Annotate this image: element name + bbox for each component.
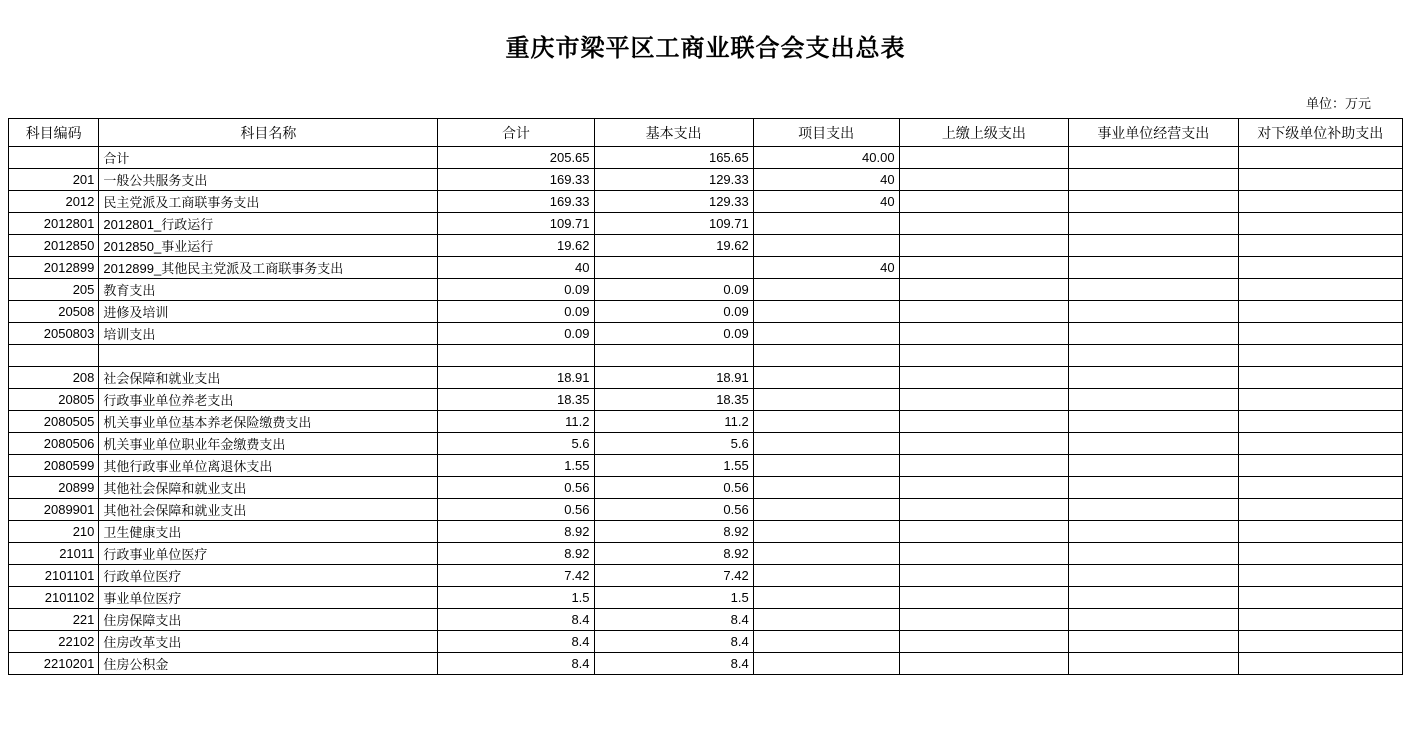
cell-basic-expenditure: 18.91 (594, 367, 753, 389)
cell-code (9, 147, 99, 169)
cell-subsidy-expenditure (1238, 631, 1402, 653)
cell-upper-level-expenditure (899, 609, 1068, 631)
table-row (9, 169, 1403, 191)
cell-subject-name: 其他社会保障和就业支出 (99, 477, 438, 499)
cell-subsidy-expenditure (1238, 367, 1402, 389)
cell-code: 2101101 (9, 565, 99, 587)
cell-code: 2080506 (9, 433, 99, 455)
cell-code: 2012 (9, 191, 99, 213)
cell-subsidy-expenditure (1238, 279, 1402, 301)
cell-total: 5.6 (438, 433, 594, 455)
cell-project-expenditure: 40 (753, 257, 899, 279)
cell-upper-level-expenditure (899, 543, 1068, 565)
cell-subsidy-expenditure (1238, 323, 1402, 345)
table-body (9, 147, 1403, 675)
cell-subject-name: 一般公共服务支出 (99, 169, 438, 191)
cell-total: 8.92 (438, 543, 594, 565)
cell-code: 208 (9, 367, 99, 389)
cell-total: 7.42 (438, 565, 594, 587)
cell-code: 22102 (9, 631, 99, 653)
cell-subsidy-expenditure (1238, 301, 1402, 323)
cell-business-expenditure (1069, 301, 1238, 323)
cell-basic-expenditure: 1.55 (594, 455, 753, 477)
cell-subject-name: 事业单位医疗 (99, 587, 438, 609)
cell-code: 2101102 (9, 587, 99, 609)
cell-subject-name: 住房改革支出 (99, 631, 438, 653)
cell-subject-name: 其他行政事业单位离退休支出 (99, 455, 438, 477)
cell-basic-expenditure: 8.92 (594, 521, 753, 543)
cell-total: 8.92 (438, 521, 594, 543)
table-row (9, 301, 1403, 323)
cell-subsidy-expenditure (1238, 345, 1402, 367)
cell-subsidy-expenditure (1238, 411, 1402, 433)
cell-basic-expenditure (594, 345, 753, 367)
unit-label: 单位：万元 (1305, 96, 1371, 111)
cell-subsidy-expenditure (1238, 587, 1402, 609)
cell-basic-expenditure: 8.4 (594, 631, 753, 653)
cell-upper-level-expenditure (899, 477, 1068, 499)
cell-business-expenditure (1069, 213, 1238, 235)
cell-subject-name: 2012850_事业运行 (99, 235, 438, 257)
cell-business-expenditure (1069, 521, 1238, 543)
cell-subject-name: 行政单位医疗 (99, 565, 438, 587)
cell-project-expenditure (753, 345, 899, 367)
cell-basic-expenditure: 5.6 (594, 433, 753, 455)
cell-subject-name: 社会保障和就业支出 (99, 367, 438, 389)
cell-code: 2050803 (9, 323, 99, 345)
table-row (9, 367, 1403, 389)
table-row (9, 345, 1403, 367)
cell-business-expenditure (1069, 631, 1238, 653)
cell-business-expenditure (1069, 455, 1238, 477)
cell-business-expenditure (1069, 279, 1238, 301)
cell-project-expenditure (753, 213, 899, 235)
cell-total: 169.33 (438, 191, 594, 213)
cell-upper-level-expenditure (899, 565, 1068, 587)
cell-total: 169.33 (438, 169, 594, 191)
cell-total: 8.4 (438, 609, 594, 631)
cell-basic-expenditure: 8.4 (594, 653, 753, 675)
cell-subject-name: 培训支出 (99, 323, 438, 345)
cell-total: 1.5 (438, 587, 594, 609)
cell-subsidy-expenditure (1238, 213, 1402, 235)
column-header-name: 科目名称 (99, 119, 438, 147)
cell-upper-level-expenditure (899, 587, 1068, 609)
table-header-row (9, 119, 1403, 147)
cell-project-expenditure: 40 (753, 169, 899, 191)
cell-business-expenditure (1069, 587, 1238, 609)
table-row (9, 477, 1403, 499)
column-header-basic: 基本支出 (594, 119, 753, 147)
table-row (9, 389, 1403, 411)
cell-subsidy-expenditure (1238, 257, 1402, 279)
cell-total: 11.2 (438, 411, 594, 433)
cell-project-expenditure (753, 323, 899, 345)
cell-business-expenditure (1069, 257, 1238, 279)
table-row (9, 433, 1403, 455)
cell-basic-expenditure: 0.09 (594, 301, 753, 323)
cell-subsidy-expenditure (1238, 147, 1402, 169)
column-header-code: 科目编码 (9, 119, 99, 147)
cell-upper-level-expenditure (899, 411, 1068, 433)
cell-upper-level-expenditure (899, 455, 1068, 477)
cell-project-expenditure (753, 279, 899, 301)
cell-subsidy-expenditure (1238, 191, 1402, 213)
cell-total: 0.56 (438, 499, 594, 521)
page-title: 重庆市梁平区工商业联合会支出总表 (505, 34, 906, 62)
cell-subject-name: 其他社会保障和就业支出 (99, 499, 438, 521)
cell-upper-level-expenditure (899, 213, 1068, 235)
table-row (9, 147, 1403, 169)
cell-subsidy-expenditure (1238, 653, 1402, 675)
cell-subject-name: 机关事业单位职业年金缴费支出 (99, 433, 438, 455)
cell-code: 2012850 (9, 235, 99, 257)
cell-upper-level-expenditure (899, 147, 1068, 169)
table-row (9, 653, 1403, 675)
cell-total: 8.4 (438, 631, 594, 653)
cell-project-expenditure: 40.00 (753, 147, 899, 169)
cell-subsidy-expenditure (1238, 169, 1402, 191)
table-row (9, 411, 1403, 433)
table-row (9, 191, 1403, 213)
cell-project-expenditure: 40 (753, 191, 899, 213)
cell-subsidy-expenditure (1238, 477, 1402, 499)
cell-subsidy-expenditure (1238, 565, 1402, 587)
cell-business-expenditure (1069, 477, 1238, 499)
cell-project-expenditure (753, 433, 899, 455)
column-header-business: 事业单位经营支出 (1069, 119, 1238, 147)
cell-upper-level-expenditure (899, 653, 1068, 675)
cell-subject-name: 合计 (99, 147, 438, 169)
cell-business-expenditure (1069, 433, 1238, 455)
cell-subsidy-expenditure (1238, 543, 1402, 565)
cell-code: 21011 (9, 543, 99, 565)
column-header-subsidy: 对下级单位补助支出 (1238, 119, 1402, 147)
cell-project-expenditure (753, 411, 899, 433)
cell-subject-name: 行政事业单位养老支出 (99, 389, 438, 411)
cell-upper-level-expenditure (899, 631, 1068, 653)
cell-subject-name: 住房公积金 (99, 653, 438, 675)
cell-project-expenditure (753, 499, 899, 521)
cell-project-expenditure (753, 653, 899, 675)
table-row (9, 455, 1403, 477)
cell-code: 2012801 (9, 213, 99, 235)
cell-upper-level-expenditure (899, 367, 1068, 389)
column-header-upper: 上缴上级支出 (899, 119, 1068, 147)
cell-code: 221 (9, 609, 99, 631)
cell-total: 19.62 (438, 235, 594, 257)
cell-total: 18.91 (438, 367, 594, 389)
cell-subject-name: 进修及培训 (99, 301, 438, 323)
cell-basic-expenditure: 8.4 (594, 609, 753, 631)
cell-business-expenditure (1069, 235, 1238, 257)
cell-basic-expenditure: 18.35 (594, 389, 753, 411)
cell-total: 0.56 (438, 477, 594, 499)
cell-project-expenditure (753, 455, 899, 477)
cell-subsidy-expenditure (1238, 235, 1402, 257)
cell-subject-name: 2012801_行政运行 (99, 213, 438, 235)
cell-subject-name: 行政事业单位医疗 (99, 543, 438, 565)
cell-code (9, 345, 99, 367)
cell-basic-expenditure: 165.65 (594, 147, 753, 169)
cell-code: 20899 (9, 477, 99, 499)
cell-upper-level-expenditure (899, 499, 1068, 521)
column-header-total: 合计 (438, 119, 594, 147)
cell-basic-expenditure: 129.33 (594, 169, 753, 191)
cell-subsidy-expenditure (1238, 433, 1402, 455)
cell-subsidy-expenditure (1238, 609, 1402, 631)
cell-subject-name: 2012899_其他民主党派及工商联事务支出 (99, 257, 438, 279)
cell-basic-expenditure: 1.5 (594, 587, 753, 609)
table-row (9, 235, 1403, 257)
cell-project-expenditure (753, 521, 899, 543)
cell-business-expenditure (1069, 499, 1238, 521)
column-header-project: 项目支出 (753, 119, 899, 147)
cell-code: 2080505 (9, 411, 99, 433)
cell-subject-name: 民主党派及工商联事务支出 (99, 191, 438, 213)
cell-business-expenditure (1069, 367, 1238, 389)
table-row (9, 213, 1403, 235)
cell-subsidy-expenditure (1238, 389, 1402, 411)
cell-project-expenditure (753, 631, 899, 653)
cell-business-expenditure (1069, 191, 1238, 213)
cell-business-expenditure (1069, 653, 1238, 675)
cell-business-expenditure (1069, 411, 1238, 433)
cell-subsidy-expenditure (1238, 499, 1402, 521)
cell-code: 20805 (9, 389, 99, 411)
cell-upper-level-expenditure (899, 169, 1068, 191)
cell-basic-expenditure: 0.09 (594, 279, 753, 301)
cell-total: 0.09 (438, 323, 594, 345)
cell-upper-level-expenditure (899, 191, 1068, 213)
cell-upper-level-expenditure (899, 235, 1068, 257)
cell-upper-level-expenditure (899, 521, 1068, 543)
cell-subject-name: 卫生健康支出 (99, 521, 438, 543)
cell-basic-expenditure: 7.42 (594, 565, 753, 587)
cell-subject-name: 住房保障支出 (99, 609, 438, 631)
cell-business-expenditure (1069, 543, 1238, 565)
cell-code: 205 (9, 279, 99, 301)
cell-basic-expenditure: 11.2 (594, 411, 753, 433)
cell-business-expenditure (1069, 565, 1238, 587)
cell-basic-expenditure: 129.33 (594, 191, 753, 213)
cell-subject-name: 机关事业单位基本养老保险缴费支出 (99, 411, 438, 433)
cell-business-expenditure (1069, 147, 1238, 169)
cell-code: 2210201 (9, 653, 99, 675)
cell-basic-expenditure (594, 257, 753, 279)
cell-upper-level-expenditure (899, 257, 1068, 279)
cell-upper-level-expenditure (899, 345, 1068, 367)
cell-subject-name (99, 345, 438, 367)
cell-total: 0.09 (438, 301, 594, 323)
cell-business-expenditure (1069, 169, 1238, 191)
cell-project-expenditure (753, 543, 899, 565)
cell-basic-expenditure: 8.92 (594, 543, 753, 565)
table-row (9, 543, 1403, 565)
cell-code: 20508 (9, 301, 99, 323)
table-row (9, 609, 1403, 631)
cell-basic-expenditure: 0.56 (594, 499, 753, 521)
table-row (9, 257, 1403, 279)
cell-total: 18.35 (438, 389, 594, 411)
cell-project-expenditure (753, 367, 899, 389)
cell-business-expenditure (1069, 609, 1238, 631)
cell-total: 205.65 (438, 147, 594, 169)
table-row (9, 323, 1403, 345)
cell-project-expenditure (753, 565, 899, 587)
cell-project-expenditure (753, 301, 899, 323)
cell-total: 1.55 (438, 455, 594, 477)
cell-project-expenditure (753, 235, 899, 257)
cell-subject-name: 教育支出 (99, 279, 438, 301)
table-row (9, 631, 1403, 653)
cell-project-expenditure (753, 389, 899, 411)
table-row (9, 565, 1403, 587)
cell-business-expenditure (1069, 323, 1238, 345)
cell-upper-level-expenditure (899, 301, 1068, 323)
table-row (9, 499, 1403, 521)
cell-code: 201 (9, 169, 99, 191)
cell-upper-level-expenditure (899, 279, 1068, 301)
cell-subsidy-expenditure (1238, 455, 1402, 477)
cell-code: 2012899 (9, 257, 99, 279)
cell-basic-expenditure: 0.56 (594, 477, 753, 499)
table-row (9, 521, 1403, 543)
cell-project-expenditure (753, 587, 899, 609)
cell-business-expenditure (1069, 389, 1238, 411)
table-row (9, 587, 1403, 609)
expenditure-table (8, 118, 1403, 675)
cell-total (438, 345, 594, 367)
cell-basic-expenditure: 0.09 (594, 323, 753, 345)
cell-project-expenditure (753, 477, 899, 499)
cell-business-expenditure (1069, 345, 1238, 367)
cell-upper-level-expenditure (899, 323, 1068, 345)
cell-code: 210 (9, 521, 99, 543)
cell-subsidy-expenditure (1238, 521, 1402, 543)
cell-basic-expenditure: 109.71 (594, 213, 753, 235)
table-row (9, 279, 1403, 301)
cell-total: 8.4 (438, 653, 594, 675)
cell-upper-level-expenditure (899, 433, 1068, 455)
cell-total: 40 (438, 257, 594, 279)
cell-code: 2089901 (9, 499, 99, 521)
cell-project-expenditure (753, 609, 899, 631)
cell-total: 0.09 (438, 279, 594, 301)
cell-upper-level-expenditure (899, 389, 1068, 411)
cell-code: 2080599 (9, 455, 99, 477)
cell-total: 109.71 (438, 213, 594, 235)
cell-basic-expenditure: 19.62 (594, 235, 753, 257)
